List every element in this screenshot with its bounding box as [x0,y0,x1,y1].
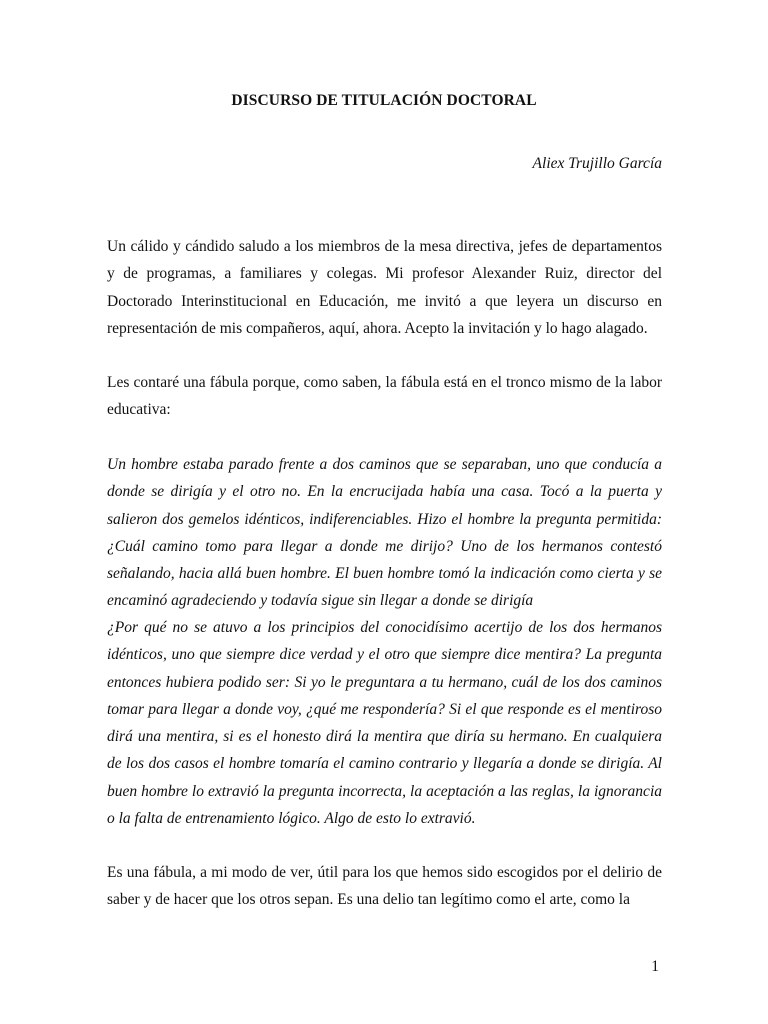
paragraph-fable: Un hombre estaba parado frente a dos caminos que se separaban, uno que conducía a donde se dirigía y el otro no. En la encrucijada había una casa. Tocó a la puerta y salieron dos gemelos idénticos, indiferenciables. Hizo el hombre la pregunta permitida: ¿Cuál camino tomo para llegar a donde me dirijo? Uno de los hermanos contestó señalando, hacia allá buen hombre. El buen hombre tomó la indicación como cierta y se encaminó agradeciendo y todavía sigue sin llegar a donde se dirigía [107,456,662,610]
paragraph-fable-intro: Les contaré una fábula porque, como saben, la fábula está en el tronco mismo de la labor educativa: [107,374,662,419]
document-title: DISCURSO DE TITULACIÓN DOCTORAL [231,92,537,109]
paragraph-greeting: Un cálido y cándido saludo a los miembros de la mesa directiva, jefes de departamentos y de programas, a familiares y colegas. Mi profesor Alexander Ruiz, director del Doctorado Interinstitucional en Educación, me invitó a que leyera un discurso en representación de mis compañeros, aquí, ahora. Acepto la invitación y lo hago alagado. [107,238,662,337]
page-number: 1 [651,958,659,975]
author-name: Aliex Trujillo García [532,155,662,172]
paragraph-riddle: ¿Por qué no se atuvo a los principios del conocidísimo acertijo de los dos hermanos idénticos, uno que siempre dice verdad y el otro que siempre dice mentira? La pregunta entonces hubiera podido ser: Si yo le preguntara a tu hermano, cuál de los dos caminos tomar para llegar a donde voy, ¿qué me respondería? Si el que responde es el mentiroso dirá una mentira, si es el honesto dirá la mentira que diría su hermano. En cualquiera de los dos casos el hombre tomaría el camino contrario y llegaría a donde se dirigía. Al buen hombre lo extravió la pregunta incorrecta, la aceptación a las reglas, la ignorancia o la falta de entrenamiento lógico. Algo de esto lo extravió. [107,619,662,828]
paragraph-reflection: Es una fábula, a mi modo de ver, útil para los que hemos sido escogidos por el delirio de saber y de hacer que los otros sepan. Es una delio tan legítimo como el arte, como la [107,864,662,909]
